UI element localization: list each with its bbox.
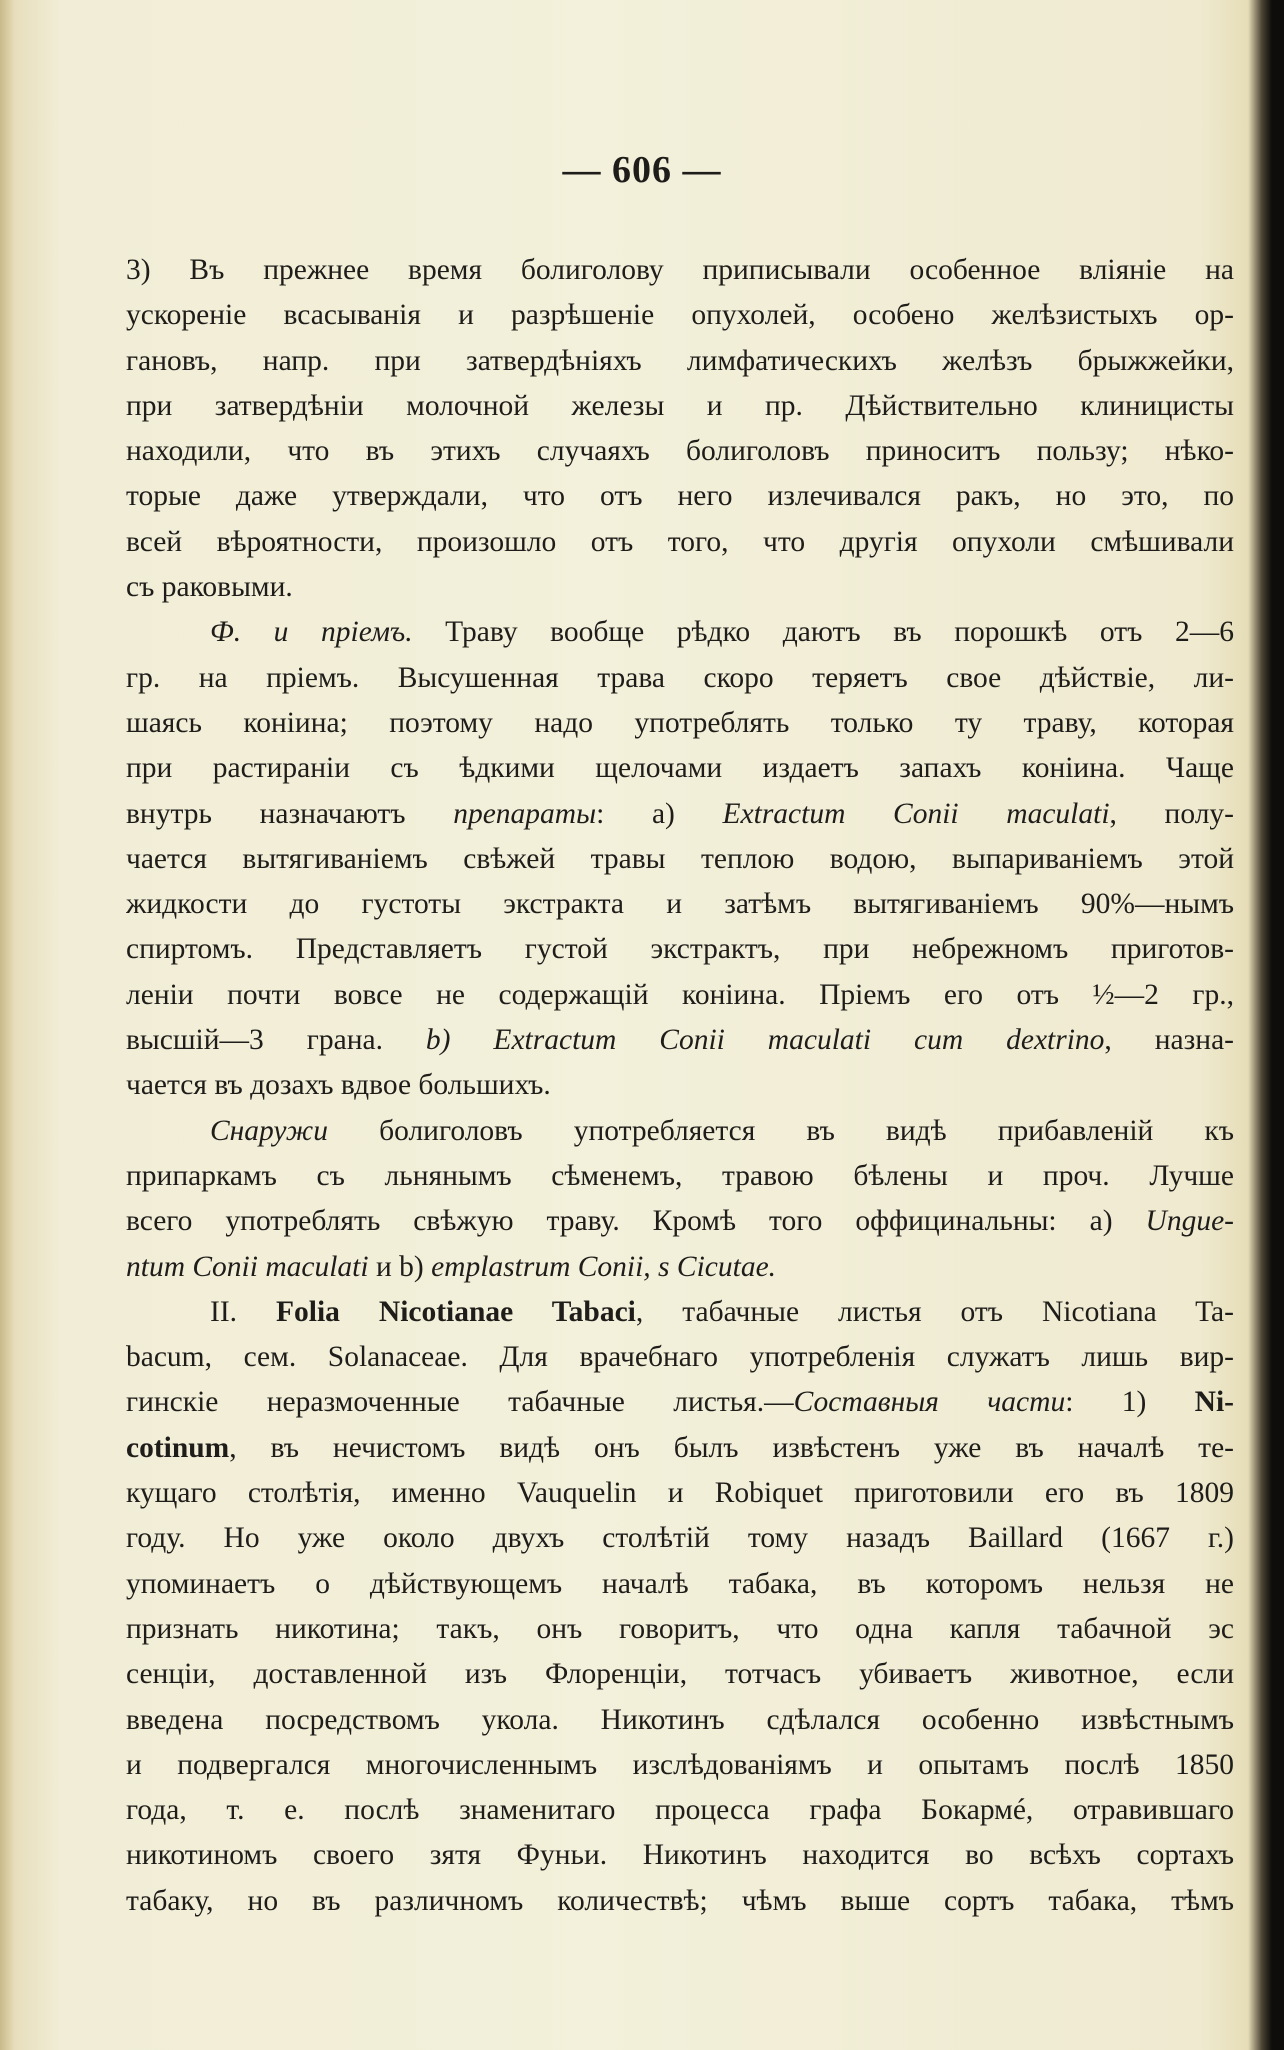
text-line	[126, 474, 1234, 519]
text-segment: всей вѣроятности, произошло отъ того, что другія опухоли смѣшивали	[126, 525, 1234, 558]
text-segment: ntum Conii maculati	[126, 1250, 369, 1283]
text-segment: кущаго столѣтія, именно Vauquelin и Robiquet приготовили его въ 1809	[126, 1477, 1234, 1510]
text-line	[126, 1788, 1234, 1833]
text-segment: упоминаетъ о дѣйствующемъ началѣ табака, въ которомъ нельзя не	[126, 1567, 1234, 1600]
text-line	[126, 746, 1234, 791]
text-segment: Extractum Conii maculati	[722, 797, 1110, 830]
text-line	[126, 837, 1234, 882]
text-line	[126, 1380, 1234, 1425]
text-segment: emplastrum Conii, s Cicutae.	[431, 1250, 777, 1283]
text-segment: при растираніи съ ѣдкими щелочами издаетъ запахъ коніина. Чаще	[126, 752, 1234, 785]
text-line	[126, 1335, 1234, 1380]
page-number: — 606 —	[562, 149, 722, 191]
text-segment: чается въ дозахъ вдвое большихъ.	[126, 1069, 551, 1102]
text-segment: чается вытягиваніемъ свѣжей травы теплою водою, выпариваніемъ этой	[126, 842, 1234, 875]
text-segment: введена посредствомъ укола. Никотинъ сдѣлался особенно извѣстнымъ	[126, 1703, 1234, 1736]
text-segment: торые даже утверждали, что отъ него излечивался ракъ, но это, по	[126, 480, 1234, 513]
text-line	[126, 1290, 1234, 1335]
text-segment: спиртомъ. Представляетъ густой экстрактъ, при небрежномъ приготов-	[126, 933, 1234, 966]
text-segment: и b)	[368, 1250, 432, 1283]
text-segment: съ раковыми.	[126, 571, 293, 604]
text-line	[126, 565, 1234, 610]
text-segment: гинскіе неразмоченные табачные листья.—	[126, 1386, 794, 1419]
text-segment: года, т. е. послѣ знаменитаго процесса графа Бокармé, отравившаго	[126, 1794, 1234, 1827]
text-line	[126, 1471, 1234, 1516]
text-segment: гр. на пріемъ. Высушенная трава скоро теряетъ свое дѣйствіе, ли-	[126, 661, 1234, 694]
text-segment: : 1)	[1065, 1386, 1195, 1419]
text-segment: году. Но уже около двухъ столѣтій тому назадъ Baillard (1667 г.)	[126, 1522, 1234, 1555]
text-line	[126, 1743, 1234, 1788]
text-segment: Траву вообще рѣдко даютъ въ порошкѣ отъ 2—6	[412, 616, 1234, 649]
text-line	[126, 339, 1234, 384]
text-segment: и подвергался многочисленнымъ изслѣдованіямъ и опытамъ послѣ 1850	[126, 1748, 1234, 1781]
text-segment: шаясь коніина; поэтому надо употреблять только ту траву, которая	[126, 706, 1234, 739]
text-line	[126, 1245, 1234, 1290]
text-line	[126, 973, 1234, 1018]
page-body-text	[126, 248, 1234, 1924]
text-segment: Ф. и пріемъ.	[210, 616, 413, 649]
text-line	[126, 610, 1234, 655]
text-line	[126, 882, 1234, 927]
text-segment: : а)	[596, 797, 723, 830]
text-segment: сенціи, доставленной изъ Флоренціи, тотчасъ убиваетъ животное, если	[126, 1658, 1234, 1691]
text-line	[126, 1154, 1234, 1199]
text-segment: bacum, сем. Solanaceae. Для врачебнаго употребленія служатъ лишь вир-	[126, 1341, 1234, 1374]
text-line	[126, 384, 1234, 429]
text-line	[126, 1018, 1234, 1063]
text-segment: Folia Nicotianae Tabaci	[276, 1295, 636, 1328]
text-segment: cotinum	[126, 1431, 230, 1464]
text-line	[126, 1109, 1234, 1154]
text-line	[126, 1426, 1234, 1471]
text-segment: 3) Въ прежнее время болиголову приписывали особенное вліяніе на	[126, 254, 1234, 286]
text-line	[126, 1063, 1234, 1108]
text-segment: Ni-	[1194, 1386, 1234, 1419]
text-segment: леніи почти вовсе не содержащій коніина. Пріемъ его отъ ½—2 гр.,	[126, 978, 1234, 1011]
text-line	[126, 701, 1234, 746]
text-line	[126, 1833, 1234, 1878]
text-segment: ускореніе всасыванія и разрѣшеніе опухолей, особено желѣзистыхъ ор-	[126, 299, 1234, 332]
text-segment: препараты	[453, 797, 597, 830]
text-segment: при затвердѣніи молочной железы и пр. Дѣйствительно клиницисты	[126, 389, 1234, 422]
text-line	[126, 1698, 1234, 1743]
text-segment: , назна-	[1104, 1024, 1234, 1057]
text-segment: припаркамъ съ льнянымъ сѣменемъ, травою бѣлены и проч. Лучше	[126, 1159, 1234, 1192]
text-line	[126, 248, 1234, 293]
text-line	[126, 1607, 1234, 1652]
text-segment: II.	[210, 1295, 276, 1328]
text-line	[126, 293, 1234, 338]
text-line	[126, 520, 1234, 565]
text-line	[126, 1652, 1234, 1697]
text-segment: жидкости до густоты экстракта и затѣмъ вытягиваніемъ 90%—нымъ	[126, 888, 1234, 921]
text-line	[126, 429, 1234, 474]
text-segment: , полу-	[1109, 797, 1234, 830]
text-segment: , табачные листья отъ Nicotiana Ta-	[635, 1295, 1234, 1328]
text-segment: табаку, но въ различномъ количествѣ; чѣмъ выше сортъ табака, тѣмъ	[126, 1884, 1234, 1917]
text-line	[126, 1562, 1234, 1607]
text-segment: признать никотина; такъ, онъ говоритъ, что одна капля табачной эс	[126, 1612, 1234, 1645]
text-segment: внутрь назначаютъ	[126, 797, 454, 830]
text-line	[126, 792, 1234, 837]
text-segment: никотиномъ своего зятя Фуньи. Никотинъ находится во всѣхъ сортахъ	[126, 1839, 1234, 1872]
text-line	[126, 1199, 1234, 1244]
text-segment: гановъ, напр. при затвердѣніяхъ лимфатическихъ желѣзъ брыжжейки,	[126, 344, 1234, 377]
text-segment: болиголовъ употребляется въ видѣ прибавленій къ	[327, 1114, 1234, 1147]
text-line	[126, 656, 1234, 701]
text-segment: всего употреблять свѣжую траву. Кромѣ того оффицинальны: а)	[126, 1205, 1146, 1238]
text-segment: Ungue-	[1145, 1205, 1234, 1238]
text-segment: находили, что въ этихъ случаяхъ болиголовъ приноситъ пользу; нѣко-	[126, 435, 1234, 468]
text-segment: Снаружи	[210, 1114, 328, 1147]
text-segment: Составныя части	[793, 1386, 1066, 1419]
text-segment: высшій—3 грана.	[126, 1024, 426, 1057]
text-segment: b) Extractum Conii maculati cum dextrino	[425, 1024, 1105, 1057]
text-line	[126, 1516, 1234, 1561]
text-line	[126, 1879, 1234, 1924]
text-segment: , въ нечистомъ видѣ онъ былъ извѣстенъ уже въ началѣ те-	[229, 1431, 1234, 1464]
text-line	[126, 927, 1234, 972]
